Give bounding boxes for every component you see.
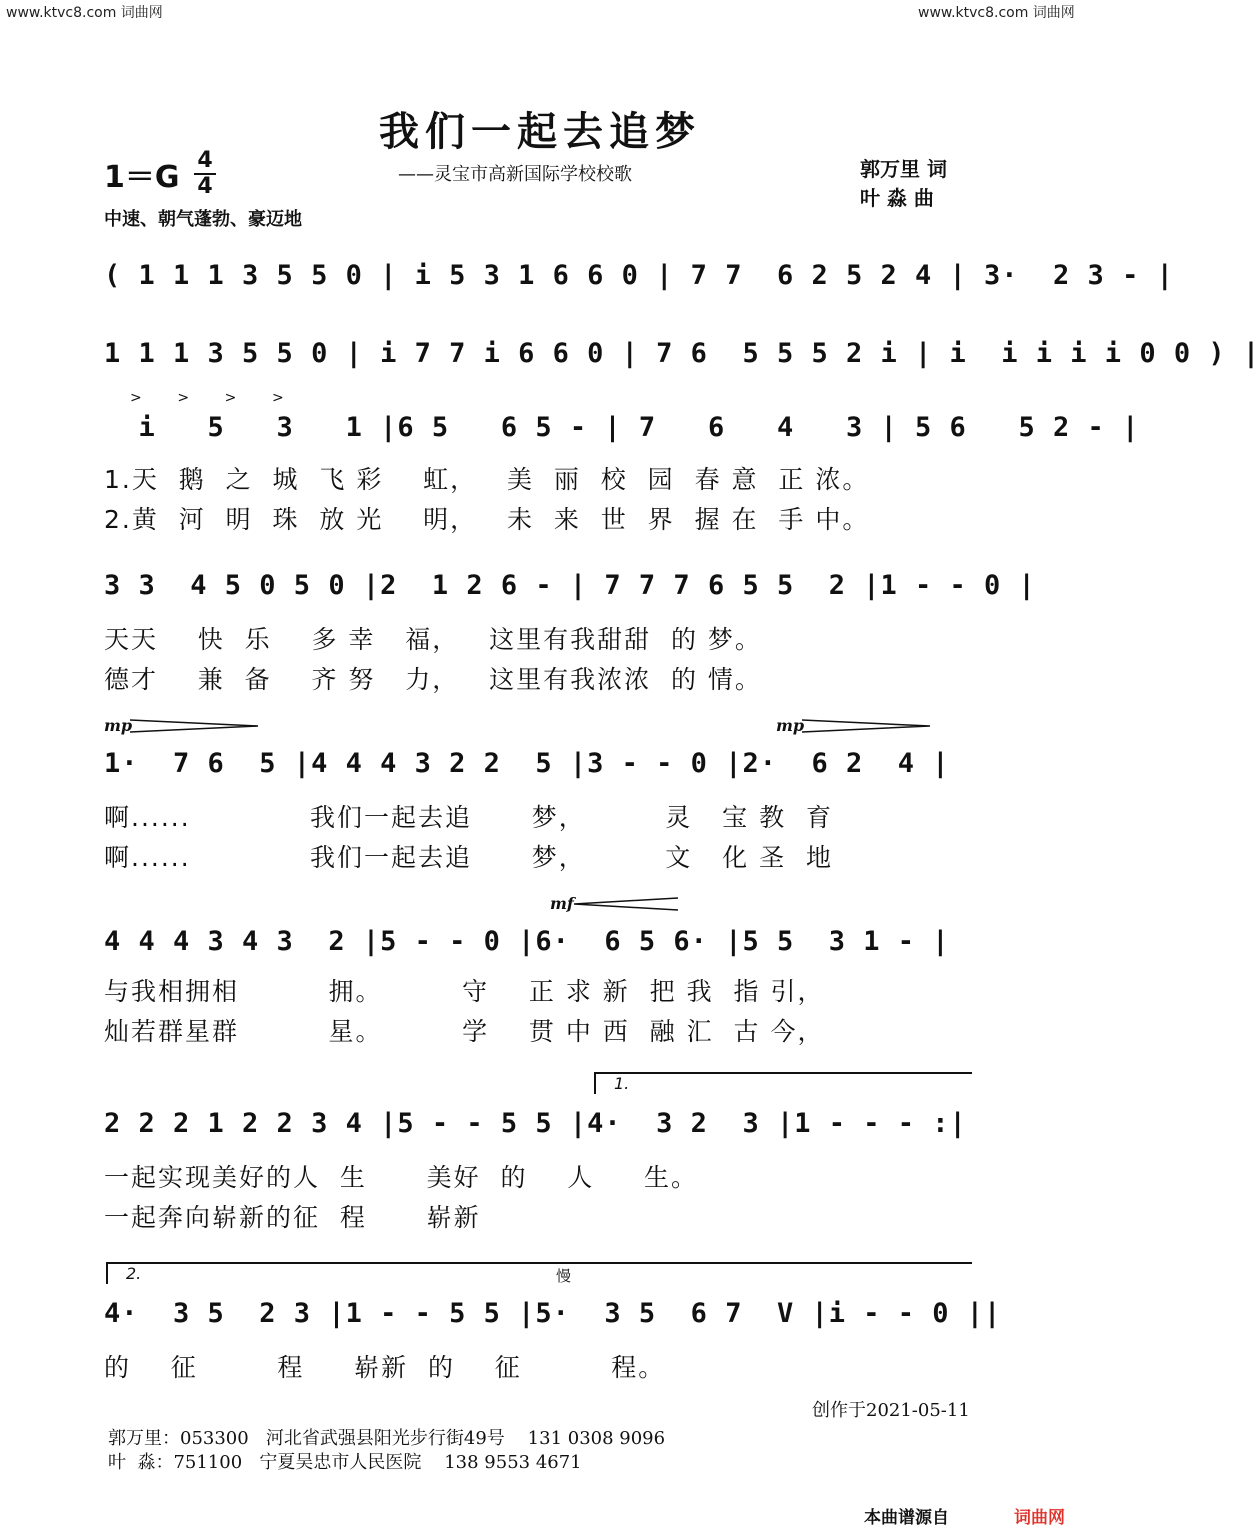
lyric-verse-2: 2.黄 河 明 珠 放 光 明， 未 来 世 界 握 在 手 中。 xyxy=(104,505,870,534)
score-line-4 xyxy=(104,566,1036,626)
score-line-2 xyxy=(104,334,1260,394)
notation: 4· 3 5 2 3 |1 - - 5 5 |5· 3 5 6 7 V |i - - 0 || xyxy=(104,1298,1002,1329)
watermark-left: www.ktvc8.com 词曲网 xyxy=(6,5,163,21)
notation: 4 4 4 3 4 3 2 |5 - - 0 |6· 6 5 6· |5 5 3 1 - | xyxy=(104,926,950,957)
score-line-8 xyxy=(104,1294,1002,1354)
composer-credit: 叶 淼 曲 xyxy=(860,186,934,210)
slow-marking: 慢 xyxy=(556,1267,572,1285)
first-ending-bracket: 1. xyxy=(594,1072,972,1094)
lyric-verse-2: 啊...... 我们一起去追 梦， 文 化 圣 地 xyxy=(104,843,833,872)
notation: 1 1 1 3 5 5 0 | i 7 7 i 6 6 0 | 7 6 5 5 5 2 i | i i i i i 0 0 ) | xyxy=(104,338,1260,369)
decrescendo-hairpin xyxy=(130,716,260,736)
lyric-verse-1: 1.天 鹅 之 城 飞 彩 虹， 美 丽 校 园 春 意 正 浓。 xyxy=(104,465,870,494)
time-signature xyxy=(194,150,216,198)
song-subtitle: ——灵宝市高新国际学校校歌 xyxy=(398,164,632,185)
lyric-verse-1: 与我相拥相 拥。 守 正 求 新 把 我 指 引， xyxy=(104,977,825,1006)
lyric-verse-1: 天天 快 乐 多 幸 福， 这里有我甜甜 的 梦。 xyxy=(104,625,762,654)
footer-source-label: 本曲谱源自 xyxy=(864,1508,949,1528)
decrescendo-hairpin xyxy=(802,716,932,736)
notation: i 5 3 1 |6 5 6 5 - | 7 6 4 3 | 5 6 5 2 - | xyxy=(104,412,1140,443)
decrescendo-hairpin xyxy=(574,894,680,914)
dynamic-mp: mp xyxy=(776,716,805,735)
dynamic-mf: mf xyxy=(550,894,574,913)
time-signature-top: 4 xyxy=(197,148,213,173)
lyric-verse-1: 一起实现美好的人 生 美好 的 人 生。 xyxy=(104,1163,698,1192)
accent-marks: > > > > xyxy=(130,390,284,406)
notation: 1· 7 6 5 |4 4 4 3 2 2 5 |3 - - 0 |2· 6 2 4 | xyxy=(104,748,950,779)
contact-composer: 叶 淼：751100 宁夏吴忠市人民医院 138 9553 4671 xyxy=(108,1452,582,1473)
time-signature-bottom: 4 xyxy=(197,174,213,199)
notation: ( 1 1 1 3 5 5 0 | i 5 3 1 6 6 0 | 7 7 6 2 5 2 4 | 3· 2 3 - | xyxy=(104,260,1174,291)
score-line-3 xyxy=(104,408,1140,468)
second-ending-bracket: 2. xyxy=(106,1262,972,1284)
lyric-verse-2: 德才 兼 备 齐 努 力， 这里有我浓浓 的 情。 xyxy=(104,665,762,694)
key-signature: 1＝G xyxy=(104,160,180,195)
lyric-verse-2: 一起奔向崭新的征 程 崭新 xyxy=(104,1203,481,1232)
lyric-verse-1: 的 征 程 崭新 的 征 程。 xyxy=(104,1353,666,1382)
dynamic-mp: mp xyxy=(104,716,133,735)
song-title: 我们一起去追梦 xyxy=(379,108,701,155)
tempo-marking: 中速、朝气蓬勃、豪迈地 xyxy=(104,209,302,230)
score-line-7 xyxy=(104,1104,980,1164)
footer-site-logo[interactable]: 词曲网 xyxy=(1014,1508,1065,1528)
score-line-1 xyxy=(104,256,1174,316)
notation: 3 3 4 5 0 5 0 |2 1 2 6 - | 7 7 7 6 5 5 2 |1 - - 0 | xyxy=(104,570,1036,601)
watermark-right: www.ktvc8.com 词曲网 xyxy=(918,5,1075,21)
contact-lyricist: 郭万里：053300 河北省武强县阳光步行街49号 131 0308 9096 xyxy=(108,1428,666,1449)
lyric-verse-1: 啊...... 我们一起去追 梦， 灵 宝 教 育 xyxy=(104,803,833,832)
lyricist-credit: 郭万里 词 xyxy=(860,157,947,181)
score-line-5 xyxy=(104,744,980,804)
lyric-verse-2: 灿若群星群 星。 学 贯 中 西 融 汇 古 今， xyxy=(104,1017,825,1046)
notation: 2 2 2 1 2 2 3 4 |5 - - 5 5 |4· 3 2 3 |1 - - - :| xyxy=(104,1108,967,1139)
composition-date: 创作于2021-05-11 xyxy=(812,1400,970,1421)
